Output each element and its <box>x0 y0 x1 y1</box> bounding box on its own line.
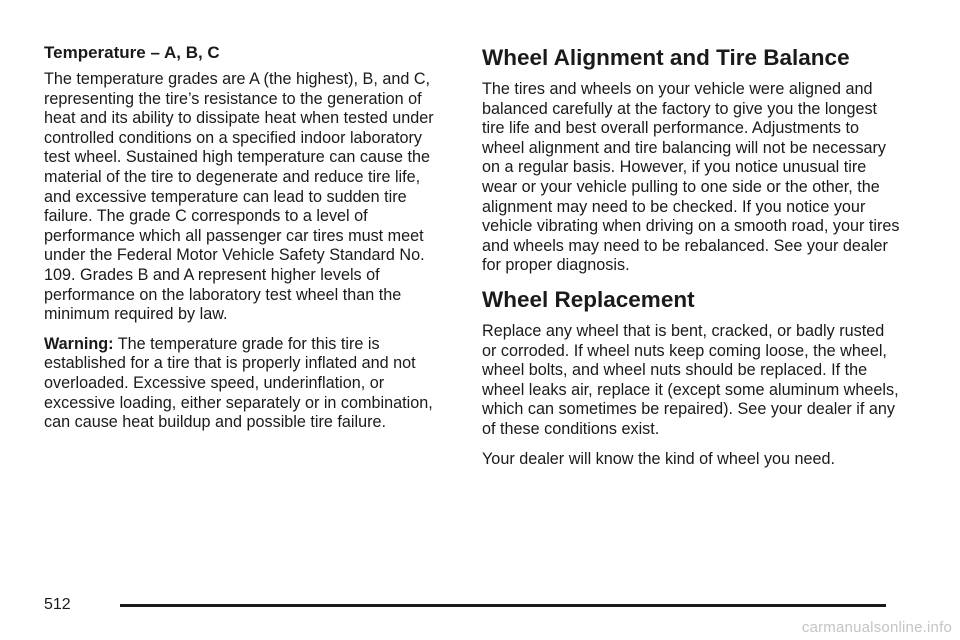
temperature-paragraph: The temperature grades are A (the highest), B, and C, representing the tire’s resistance to the generation of heat and its ability to dissipate heat when tested under controlled conditions on a specified indoor laboratory test wheel. Sustained high temperature can cause the material of the tire to degenerate and reduce tire life, and excessive temperature can lead to sudden tire failure. The grade C corresponds to a level of performance which all passenger car tires must meet under the Federal Motor Vehicle Safety Standard No. 109. Grades B and A represent higher levels of performance on the laboratory test wheel than the minimum required by law. <box>44 70 434 324</box>
footer-rule <box>120 604 886 607</box>
temperature-heading: Temperature – A, B, C <box>44 43 220 62</box>
warning-label: Warning: <box>44 334 114 353</box>
wheel-dealer-paragraph: Your dealer will know the kind of wheel you need. <box>482 449 836 468</box>
page-number: 512 <box>44 596 71 613</box>
right-column <box>482 44 902 479</box>
wheel-replacement-heading: Wheel Replacement <box>482 286 695 312</box>
wheel-replacement-paragraph: Replace any wheel that is bent, cracked, or badly rusted or corroded. If wheel nuts keep coming loose, the wheel, wheel bolts, and wheel nuts should be replaced. If the wheel leaks air, replace it (except some aluminum wheels, which can sometimes be repaired). See your dealer if any of these conditions exist. <box>482 321 899 438</box>
left-column <box>44 42 436 443</box>
warning-paragraph <box>44 335 436 433</box>
watermark: carmanualsonline.info <box>801 619 952 636</box>
warning-text: The temperature grade for this tire is established for a tire that is properly inflated and not overloaded. Excessive speed, underinflation, or excessive loading, either separately or in combination, can cause heat buildup and possible tire failure. <box>44 334 433 432</box>
wheel-alignment-paragraph: The tires and wheels on your vehicle were aligned and balanced carefully at the factory to give you the longest tire life and best overall performance. Adjustments to wheel alignment and tire balancing will not be necessary on a regular basis. However, if you notice unusual tire wear or your vehicle pulling to one side or the other, the alignment may need to be checked. If you notice your vehicle vibrating when driving on a smooth road, your tires and wheels may need to be rebalanced. See your dealer for proper diagnosis. <box>482 80 900 275</box>
wheel-alignment-heading: Wheel Alignment and Tire Balance <box>482 45 850 70</box>
